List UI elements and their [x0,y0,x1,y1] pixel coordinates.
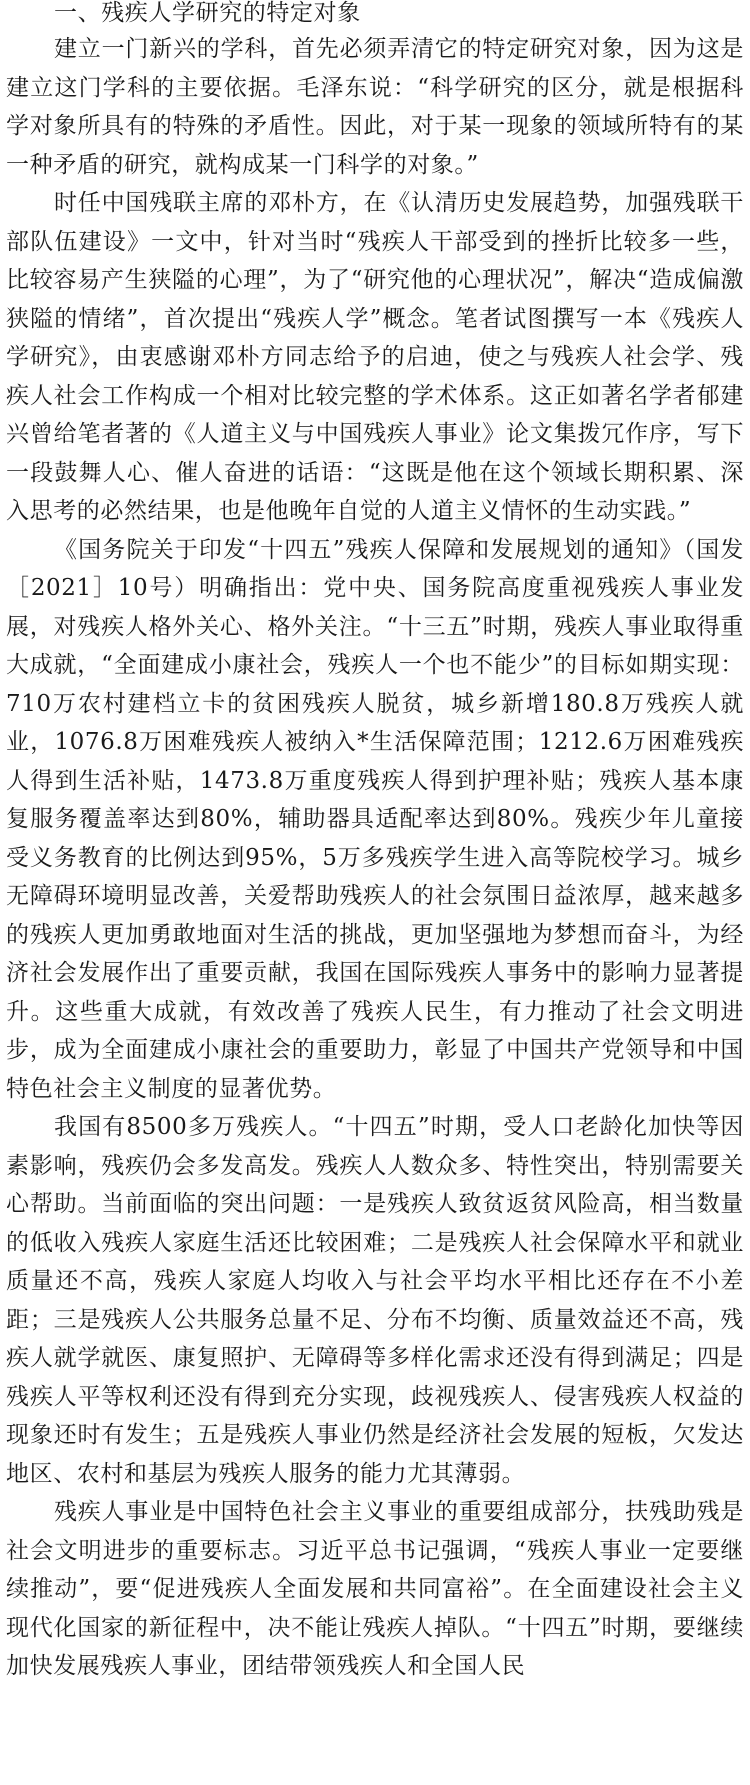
paragraph-state-council-notice: 《国务院关于印发“十四五”残疾人保障和发展规划的通知》（国发［2021］10号）明确指出：党中央、国务院高度重视残疾人事业发展，对残疾人格外关心、格外关注。“十三五”时期，残疾人事业取得重大成就，“全面建成小康社会，残疾人一个也不能少”的目标如期实现：710万农村建档立卡的贫困残疾人脱贫，城乡新增180.8万残疾人就业，1076.8万困难残疾人被纳入*生活保障范围；1212.6万困难残疾人得到生活补贴，1473.8万重度残疾人得到护理补贴；残疾人基本康复服务覆盖率达到80%，辅助器具适配率达到80%。残疾少年儿童接受义务教育的比例达到95%，5万多残疾学生进入高等院校学习。城乡无障碍环境明显改善，关爱帮助残疾人的社会氛围日益浓厚，越来越多的残疾人更加勇敢地面对生活的挑战，更加坚强地为梦想而奋斗，为经济社会发展作出了重要贡献，我国在国际残疾人事务中的影响力显著提升。这些重大成就，有效改善了残疾人民生，有力推动了社会文明进步，成为全面建成小康社会的重要助力，彰显了中国共产党领导和中国特色社会主义制度的显著优势。 [6,536,744,1102]
paragraph-current-problems: 我国有8500多万残疾人。“十四五”时期，受人口老龄化加快等因素影响，残疾仍会多发高发。残疾人人数众多、特性突出，特别需要关心帮助。当前面临的突出问题：一是残疾人致贫返贫风险高，相当数量的低收入残疾人家庭生活还比较困难；二是残疾人社会保障水平和就业质量还不高，残疾人家庭人均收入与社会平均水平相比还存在不小差距；三是残疾人公共服务总量不足、分布不均衡、质量效益还不高，残疾人就学就医、康复照护、无障碍等多样化需求还没有得到满足；四是残疾人平等权利还没有得到充分实现，歧视残疾人、侵害残疾人权益的现象还时有发生；五是残疾人事业仍然是经济社会发展的短板，欠发达地区、农村和基层为残疾人服务的能力尤其薄弱。 [6,1114,744,1487]
article-body [6,0,744,1686]
paragraph-disability-cause: 残疾人事业是中国特色社会主义事业的重要组成部分，扶残助残是社会文明进步的重要标志。习近平总书记强调，“残疾人事业一定要继续推动”，要“促进残疾人全面发展和共同富裕”。在全面建设社会主义现代化国家的新征程中，决不能让残疾人掉队。“十四五”时期，要继续加快发展残疾人事业，团结带领残疾人和全国人民 [6,1499,744,1679]
paragraph-research-object: 建立一门新兴的学科，首先必须弄清它的特定研究对象，因为这是建立这门学科的主要依据。毛泽东说：“科学研究的区分，就是根据科学对象所具有的特殊的矛盾性。因此，对于某一现象的领域所特有的某一种矛盾的研究，就构成某一门科学的对象。” [6,36,744,178]
section-heading: 一、残疾人学研究的特定对象 [54,0,361,26]
paragraph-deng-pufang: 时任中国残联主席的邓朴方，在《认清历史发展趋势，加强残联干部队伍建设》一文中，针对当时“残疾人干部受到的挫折比较多一些，比较容易产生狭隘的心理”，为了“研究他的心理状况”，解决“造成偏激狭隘的情绪”，首次提出“残疾人学”概念。笔者试图撰写一本《残疾人学研究》，由衷感谢邓朴方同志给予的启迪，使之与残疾人社会学、残疾人社会工作构成一个相对比较完整的学术体系。这正如著名学者郁建兴曾给笔者著的《人道主义与中国残疾人事业》论文集拨冗作序，写下一段鼓舞人心、催人奋进的话语：“这既是他在这个领域长期积累、深入思考的必然结果，也是他晚年自觉的人道主义情怀的生动实践。” [6,190,744,524]
